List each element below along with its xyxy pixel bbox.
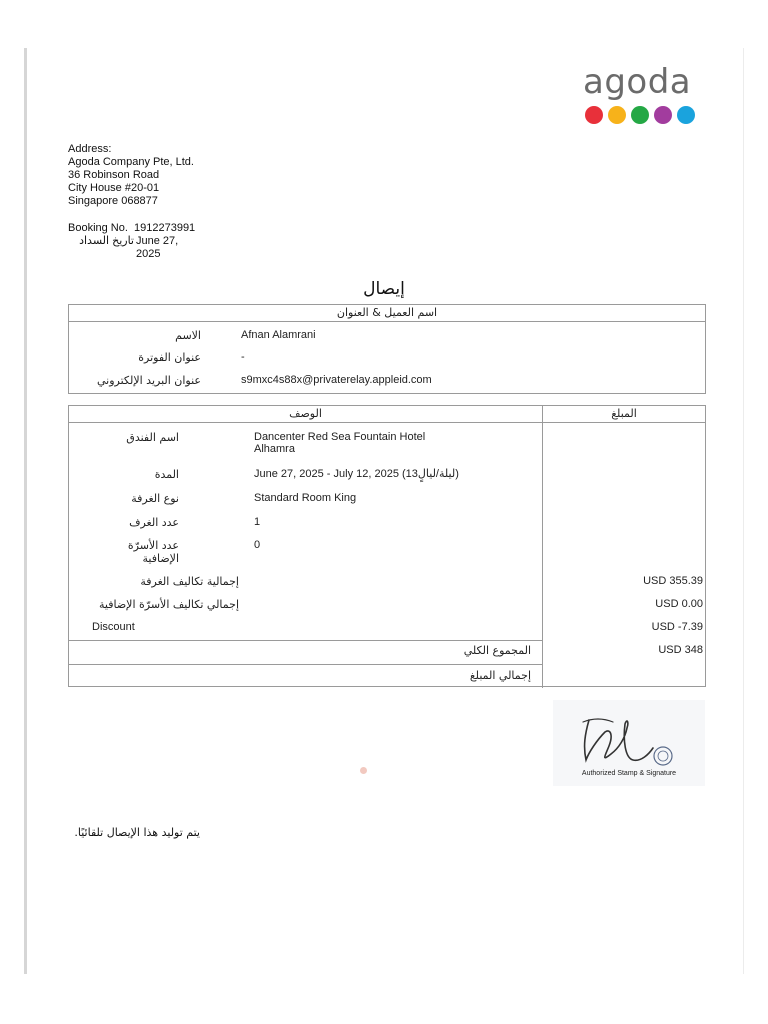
booking-number-label: Booking No. <box>68 222 128 234</box>
email-label: عنوان البريد الإلكتروني <box>96 374 201 387</box>
room-cost-amount: USD 355.39 <box>643 575 703 587</box>
auto-generated-note: يتم توليد هذا الإيصال تلقائيًا. <box>74 826 200 839</box>
period-label: المدة <box>154 468 179 481</box>
hotel-name-label: اسم الفندق <box>126 431 179 444</box>
booking-number-value: 1912273991 <box>134 222 196 234</box>
stamp-seal-inner <box>658 751 668 761</box>
logo-wordmark: agoda <box>583 62 692 102</box>
amount-header: المبلغ <box>543 406 705 423</box>
address-label: Address: <box>68 143 112 155</box>
address-line-3: City House #20-01 <box>68 182 160 194</box>
authorized-stamp-signature <box>553 700 705 786</box>
address-line-2: 36 Robinson Road <box>68 169 160 181</box>
rooms-count-value: 1 <box>254 516 261 528</box>
total-divider <box>69 640 542 641</box>
billing-address-label: عنوان الفوترة <box>138 351 201 364</box>
receipt-title: إيصال <box>363 279 405 299</box>
room-type-value: Standard Room King <box>254 492 357 504</box>
logo-dot-purple <box>654 106 672 124</box>
discount-amount: USD -7.39 <box>651 621 703 633</box>
rooms-count-label: عدد الغرف <box>129 516 179 529</box>
customer-name-value: Afnan Alamrani <box>241 329 316 341</box>
booking-info <box>68 222 216 261</box>
extra-beds-label-line2: الإضافية <box>142 552 179 565</box>
customer-box <box>68 304 706 394</box>
agoda-logo <box>583 62 707 124</box>
payment-date-label: تاريخ السداد <box>79 235 134 247</box>
logo-dot-red <box>585 106 603 124</box>
decorative-dot <box>360 767 367 774</box>
period-value: June 27, 2025 - July 12, 2025 (13ليلة/ليالٍ) <box>254 468 459 480</box>
company-address <box>68 143 194 208</box>
extra-beds-label-line1: عدد الأسرّة <box>127 539 179 552</box>
hotel-name-value <box>254 431 425 455</box>
hotel-name-line1: Dancenter Red Sea Fountain Hotel <box>254 431 426 443</box>
extra-beds-cost-amount: USD 0.00 <box>655 598 703 610</box>
hotel-name-line2: Alhamra <box>254 443 295 455</box>
room-type-label: نوع الغرفة <box>131 492 179 505</box>
payment-date-value-line1: June 27, <box>136 235 179 247</box>
stamp-caption: Authorized Stamp & Signature <box>581 770 677 777</box>
customer-header: اسم العميل & العنوان <box>69 305 705 322</box>
signature-stroke <box>585 720 653 760</box>
signature-stroke-top <box>583 719 613 722</box>
logo-dots <box>585 106 707 124</box>
extra-beds-cost-label: إجمالي تكاليف الأسرّة الإضافية <box>99 598 239 611</box>
customer-name-label: الاسم <box>175 329 201 342</box>
amount-total-label: إجمالي المبلغ <box>469 669 531 682</box>
logo-dot-yellow <box>608 106 626 124</box>
room-cost-label: إجمالية تكاليف الغرفة <box>140 575 239 588</box>
page-edge-left <box>24 48 27 974</box>
logo-dot-green <box>631 106 649 124</box>
discount-label: Discount <box>92 621 135 633</box>
extra-beds-label <box>69 539 179 565</box>
details-box <box>68 405 706 687</box>
total-label: المجموع الكلي <box>463 644 531 657</box>
total-amount: USD 348 <box>658 644 703 656</box>
address-line-4: Singapore 068877 <box>68 195 158 207</box>
email-value: s9mxc4s88x@privaterelay.appleid.com <box>241 374 432 386</box>
billing-address-value: - <box>241 351 245 363</box>
payment-date-value-line2: 2025 <box>136 248 161 260</box>
logo-dot-blue <box>677 106 695 124</box>
address-line-1: Agoda Company Pte, Ltd. <box>68 156 194 168</box>
extra-beds-value: 0 <box>254 539 261 551</box>
amount-total-divider <box>69 664 542 665</box>
page-edge-right <box>743 48 744 974</box>
stamp-seal-outer <box>654 747 672 765</box>
description-header: الوصف <box>69 406 542 423</box>
